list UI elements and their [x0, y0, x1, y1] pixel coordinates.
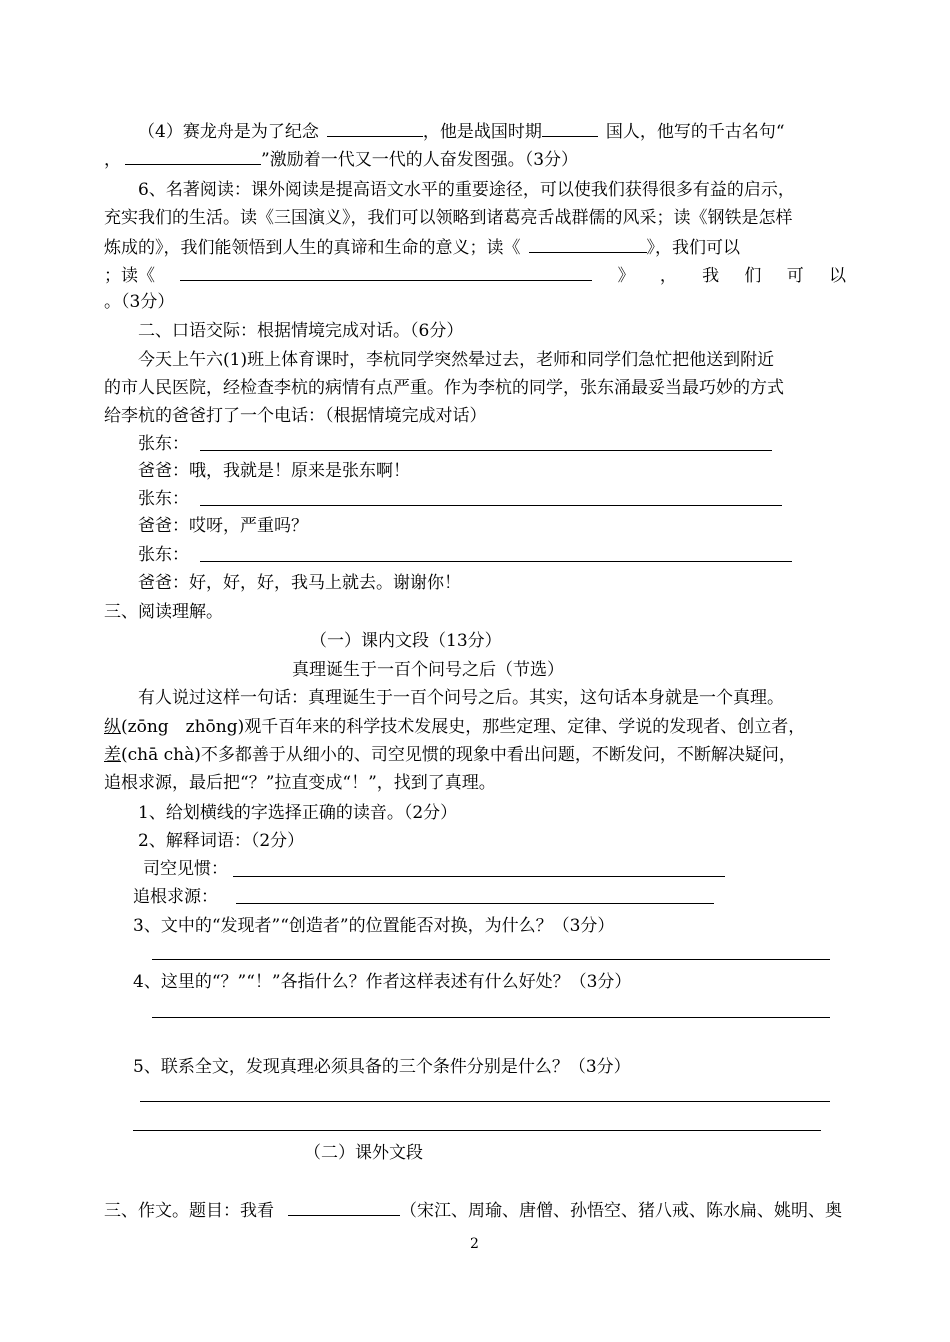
question-4: 4、这里的“？”“！”各指什么？作者这样表述有什么好处？（3分）	[133, 972, 632, 992]
answer-blank[interactable]	[529, 234, 647, 253]
page-number: 2	[470, 1236, 479, 1252]
answer-line[interactable]	[200, 505, 782, 506]
dialogue-zhang: 张东：	[138, 545, 189, 565]
dialogue-dad: 爸爸：好，好，好，我马上就去。谢谢你！	[138, 573, 461, 593]
answer-line[interactable]	[200, 450, 772, 451]
answer-blank[interactable]	[542, 118, 598, 137]
term-label: 追根求源：	[133, 887, 218, 907]
dialogue-dad: 爸爸：哎呀，严重吗？	[138, 516, 308, 536]
answer-blank[interactable]	[327, 118, 423, 137]
article-line: 追根求源，最后把“？”拉直变成“！”，找到了真理。	[104, 773, 496, 793]
question-5: 5、联系全文，发现真理必须具备的三个条件分别是什么？（3分）	[133, 1057, 631, 1077]
q6-line1: 6、名著阅读：课外阅读是提高语文水平的重要途径，可以使我们获得很多有益的启示，	[138, 180, 795, 200]
article-line: 纵(zōng zhōng)观千百年来的科学技术发展史，那些定理、定律、学说的发现者、创立者，	[104, 717, 806, 737]
dialogue-zhang: 张东：	[138, 489, 189, 509]
answer-line[interactable]	[236, 903, 714, 904]
answer-line[interactable]	[152, 959, 830, 960]
section-heading: （二）课外文段	[304, 1143, 423, 1163]
question-2: 2、解释词语：（2分）	[138, 831, 305, 851]
section-heading: （一）课内文段（13分）	[310, 631, 502, 651]
dialogue-zhang: 张东：	[138, 434, 189, 454]
q6-line3: 炼成的》，我们能领悟到人生的真谛和生命的意义；读《 》，我们可以	[104, 234, 740, 260]
answer-blank[interactable]	[288, 1197, 400, 1216]
answer-line[interactable]	[140, 1101, 830, 1102]
q5-4-line2: ， ”激励着一代又一代的人奋发图强。（3分）	[104, 146, 578, 172]
answer-blank[interactable]	[125, 146, 261, 165]
q6-line5: 。（3分）	[104, 292, 175, 312]
article-line: 有人说过这样一句话：真理诞生于一百个问号之后。其实，这句话本身就是一个真理。	[138, 688, 784, 708]
reading-title: 三、阅读理解。	[104, 602, 223, 622]
answer-blank[interactable]	[180, 262, 592, 281]
oral-para-line: 给李杭的爸爸打了一个电话：（根据情境完成对话）	[104, 406, 487, 426]
term-label: 司空见惯：	[143, 859, 228, 879]
answer-line[interactable]	[133, 1130, 821, 1131]
essay-prompt: 三、作文。题目：我看 （宋江、周瑜、唐僧、孙悟空、猪八戒、陈水扁、姚明、奥	[104, 1197, 842, 1223]
oral-title: 二、口语交际：根据情境完成对话。（6分）	[138, 321, 464, 341]
question-1: 1、给划横线的字选择正确的读音。（2分）	[138, 803, 458, 823]
dialogue-dad: 爸爸：哦，我就是！原来是张东啊！	[138, 461, 410, 481]
answer-line[interactable]	[233, 876, 725, 877]
q6-line4: ；读《 》 ， 我 们 可 以	[104, 262, 846, 288]
article-title: 真理诞生于一百个问号之后（节选）	[292, 660, 564, 680]
q5-4-line1: （4）赛龙舟是为了纪念 ，他是战国时期 国人，他写的千古名句“	[138, 118, 785, 144]
oral-para-line: 今天上午六(1)班上体育课时，李杭同学突然晕过去，老师和同学们急忙把他送到附近	[138, 350, 775, 370]
article-line: 差(chā chà)不多都善于从细小的、司空见惯的现象中看出问题，不断发问，不断解决疑问，	[104, 745, 796, 765]
answer-line[interactable]	[200, 561, 792, 562]
answer-line[interactable]	[152, 1017, 830, 1018]
q6-line2: 充实我们的生活。读《三国演义》，我们可以领略到诸葛亮舌战群儒的风采；读《钢铁是怎样	[104, 208, 793, 228]
oral-para-line: 的市人民医院，经检查李杭的病情有点严重。作为李杭的同学，张东涌最妥当最巧妙的方式	[104, 378, 784, 398]
question-3: 3、文中的“发现者”“创造者”的位置能否对换，为什么？（3分）	[133, 916, 615, 936]
